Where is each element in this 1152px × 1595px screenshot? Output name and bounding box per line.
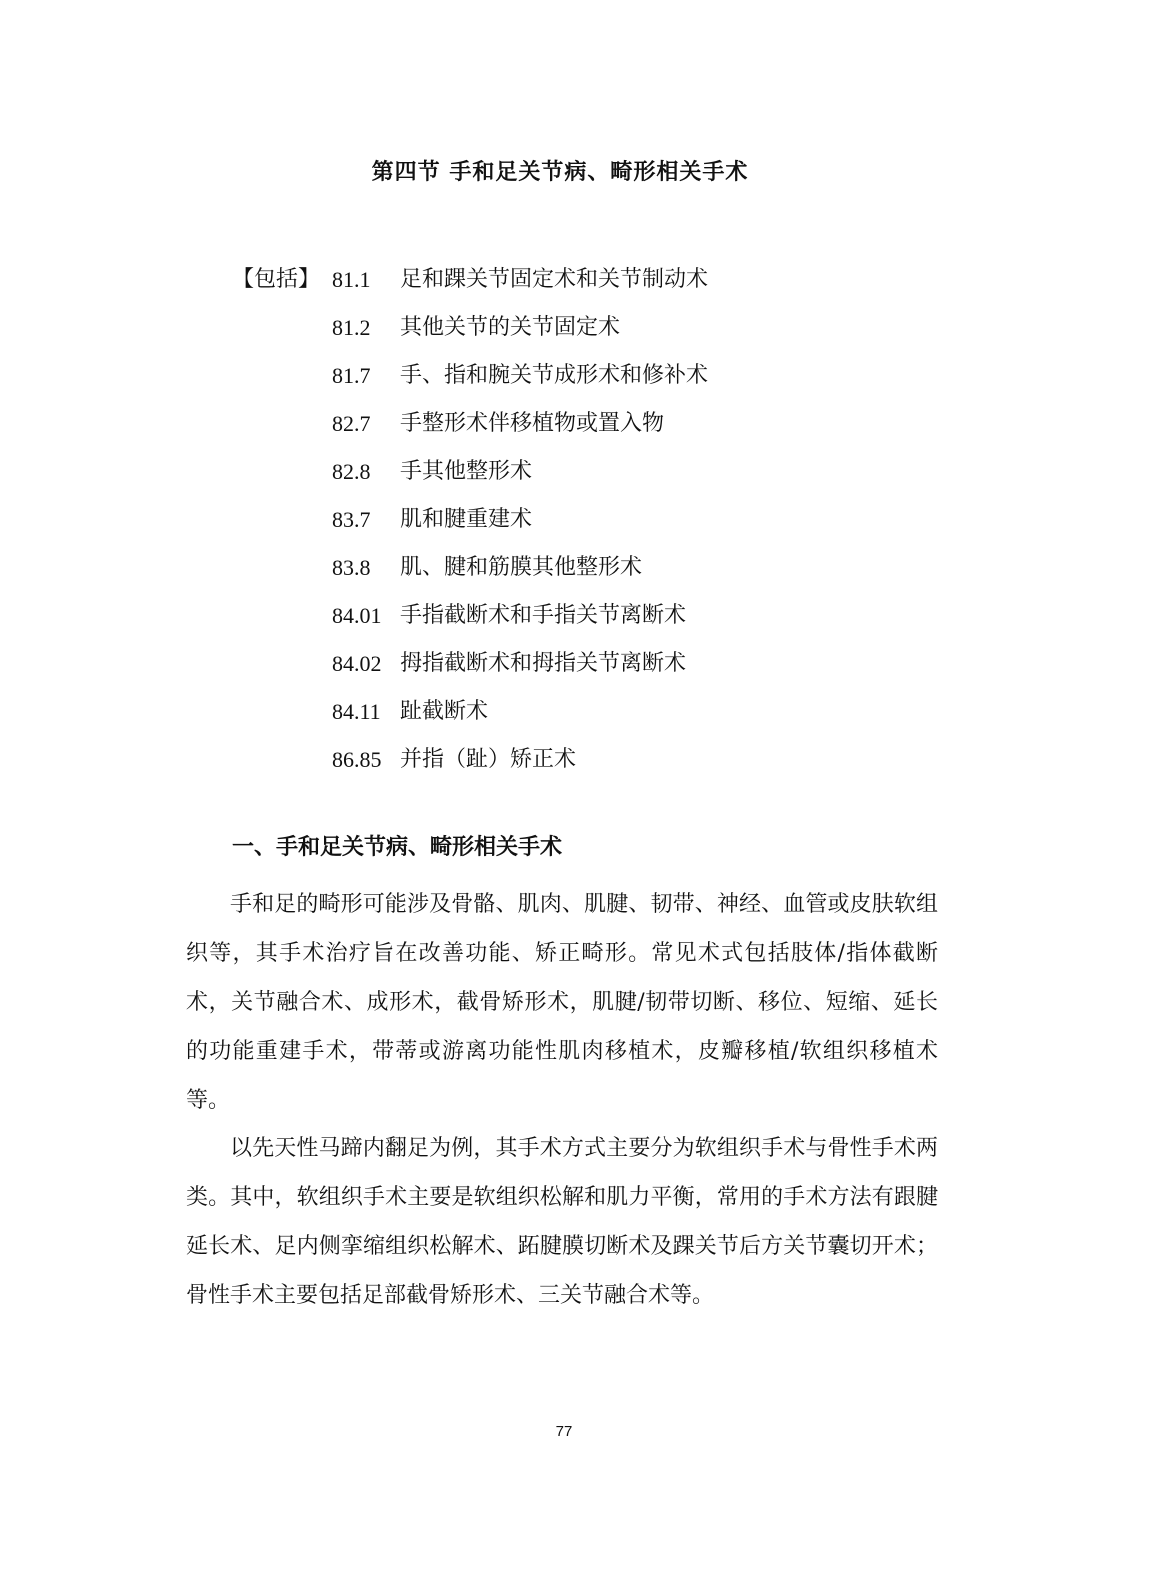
procedure-name: 趾截断术 <box>400 699 489 724</box>
procedure-name: 肌和腱重建术 <box>400 507 533 532</box>
procedure-name: 其他关节的关节固定术 <box>400 315 621 340</box>
includes-row <box>232 596 932 644</box>
procedure-code: 81.1 <box>332 267 371 292</box>
procedure-name: 足和踝关节固定术和关节制动术 <box>400 267 709 292</box>
body-paragraph: 手和足的畸形可能涉及骨骼、肌肉、肌腱、韧带、神经、血管或皮肤软组织等，其手术治疗旨在改善功能、矫正畸形。常见术式包括肢体/指体截断术，关节融合术、成形术，截骨矫形术，肌腱/韧带切断、移位、短缩、延长的功能重建手术，带蒂或游离功能性肌肉移植术，皮瓣移植/软组织移植术等。 <box>186 892 938 1113</box>
includes-row <box>232 740 932 788</box>
body-paragraph: 以先天性马蹄内翻足为例，其手术方式主要分为软组织手术与骨性手术两类。其中，软组织手术主要是软组织松解和肌力平衡，常用的手术方法有跟腱延长术、足内侧挛缩组织松解术、跖腱膜切断术及踝关节后方关节囊切开术；骨性手术主要包括足部截骨矫形术、三关节融合术等。 <box>186 1136 938 1308</box>
procedure-name: 手整形术伴移植物或置入物 <box>400 411 665 436</box>
procedure-code: 81.2 <box>332 315 371 340</box>
includes-row <box>232 356 932 404</box>
includes-row <box>232 644 932 692</box>
section-heading: 一、手和足关节病、畸形相关手术 <box>232 835 563 860</box>
page-number: 77 <box>555 1423 573 1440</box>
procedure-name: 拇指截断术和拇指关节离断术 <box>400 651 687 676</box>
procedure-name: 肌、腱和筋膜其他整形术 <box>400 555 643 580</box>
procedure-name: 手其他整形术 <box>400 459 533 484</box>
includes-row <box>232 692 932 740</box>
procedure-code: 82.8 <box>332 459 371 484</box>
procedure-name: 手、指和腕关节成形术和修补术 <box>400 363 709 388</box>
procedure-code: 86.85 <box>332 747 382 772</box>
includes-row <box>232 500 932 548</box>
procedure-code: 81.7 <box>332 363 371 388</box>
includes-row <box>232 548 932 596</box>
includes-row <box>232 308 932 356</box>
page-title: 第四节 手和足关节病、畸形相关手术 <box>371 160 749 185</box>
includes-row <box>232 260 932 308</box>
procedure-code: 83.8 <box>332 555 371 580</box>
includes-list <box>232 260 932 788</box>
procedure-code: 84.02 <box>332 651 382 676</box>
includes-row <box>232 404 932 452</box>
procedure-code: 84.01 <box>332 603 382 628</box>
procedure-code: 84.11 <box>332 699 381 724</box>
procedure-name: 并指（趾）矫正术 <box>400 747 577 772</box>
procedure-code: 83.7 <box>332 507 371 532</box>
includes-label: 【包括】 <box>232 267 321 292</box>
includes-row <box>232 452 932 500</box>
procedure-name: 手指截断术和手指关节离断术 <box>400 603 687 628</box>
procedure-code: 82.7 <box>332 411 371 436</box>
